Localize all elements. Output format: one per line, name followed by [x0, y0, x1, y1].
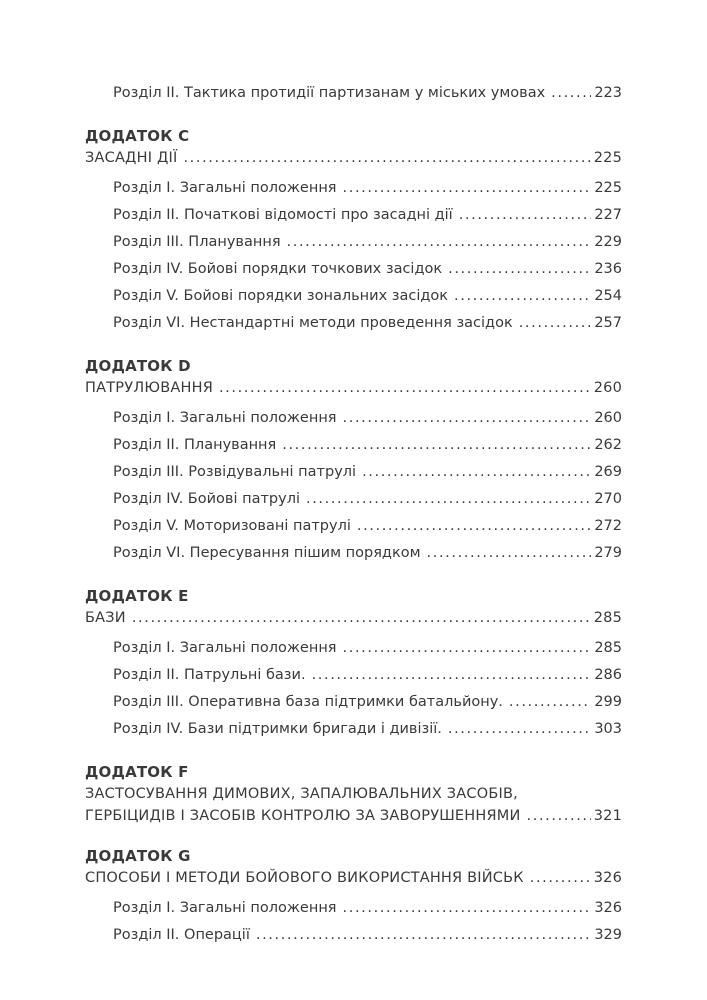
appendix-title-row [85, 783, 622, 805]
toc-entry-page: 262 [594, 437, 622, 453]
appendix-title-row [85, 805, 622, 827]
toc-entry-page: 260 [594, 410, 622, 426]
toc-entry-label: ГЕРБІЦИДІВ І ЗАСОБІВ КОНТРОЛЮ ЗА ЗАВОРУШЕННЯМИ [85, 808, 521, 824]
toc-chapter-entry [85, 662, 622, 689]
toc-chapter-entry [85, 432, 622, 459]
toc-entry-label: ЗАСТОСУВАННЯ ДИМОВИХ, ЗАПАЛЮВАЛЬНИХ ЗАСОБІВ, [85, 786, 518, 802]
toc-entry-label: Розділ ІІ. Планування [113, 437, 277, 453]
toc-chapter-entry [85, 895, 622, 922]
dotted-leader [448, 256, 591, 283]
appendix-header: ДОДАТОК E [85, 587, 189, 605]
appendix-header: ДОДАТОК G [85, 847, 191, 865]
toc-entry-page: 269 [594, 464, 622, 480]
toc-entry-label: Розділ І. Загальні положення [113, 410, 337, 426]
toc-chapter-entry [85, 540, 622, 567]
appendix-title-row [85, 147, 622, 169]
toc-entry-label: Розділ ІV. Бойові патрулі [113, 491, 300, 507]
dotted-leader [183, 147, 590, 169]
toc-entry-page: 225 [594, 180, 622, 196]
dotted-leader [459, 202, 592, 229]
toc-entry-page: 321 [593, 808, 622, 824]
toc-chapter-entry [85, 283, 622, 310]
toc-entry-label: Розділ ІV. Бойові порядки точкових засідок [113, 261, 443, 277]
chapter-list [85, 635, 622, 743]
toc-entry-label: Розділ VІ. Нестандартні методи проведення засідок [113, 315, 513, 331]
toc-section [85, 761, 622, 827]
toc-chapter-entry [85, 689, 622, 716]
toc-section [85, 355, 622, 567]
chapter-list [85, 405, 622, 567]
toc-entry-label: Розділ VІ. Пересування пішим порядком [113, 545, 421, 561]
dotted-leader [454, 283, 591, 310]
toc-entry-page: 260 [593, 380, 622, 396]
dotted-leader [362, 459, 591, 486]
toc-entry-page: 229 [594, 234, 622, 250]
dotted-leader [306, 486, 591, 513]
toc-chapter-entry [85, 175, 622, 202]
toc-chapter-entry [85, 202, 622, 229]
toc-entry-page: 272 [594, 518, 622, 534]
toc-entry-page: 299 [594, 694, 622, 710]
appendix-header: ДОДАТОК D [85, 357, 191, 375]
toc-chapter-entry [85, 459, 622, 486]
toc-entry-page: 227 [594, 207, 622, 223]
appendix-title-row [85, 607, 622, 629]
table-of-contents [85, 125, 622, 949]
dotted-leader [527, 805, 591, 827]
toc-chapter-entry [85, 229, 622, 256]
appendix-header: ДОДАТОК F [85, 763, 189, 781]
toc-entry-page: 257 [594, 315, 622, 331]
toc-entry-page: 279 [594, 545, 622, 561]
dotted-leader [343, 405, 592, 432]
toc-entry-page: 303 [594, 721, 622, 737]
toc-entry-page: 326 [593, 870, 622, 886]
toc-entry-label: Розділ ІІ. Початкові відомості про засадні дії [113, 207, 453, 223]
toc-entry-page: 254 [594, 288, 622, 304]
toc-entry-page: 286 [594, 667, 622, 683]
toc-chapter-entry [85, 716, 622, 743]
toc-entry-page: 329 [594, 927, 622, 943]
toc-section [85, 585, 622, 743]
toc-entry-label: Розділ ІІІ. Розвідувальні патрулі [113, 464, 357, 480]
dotted-leader [509, 689, 591, 716]
appendix-header: ДОДАТОК C [85, 127, 190, 145]
dotted-leader [132, 607, 591, 629]
toc-entry-page: 225 [593, 150, 622, 166]
dotted-leader [530, 867, 591, 889]
dotted-leader [519, 310, 592, 337]
toc-entry-page: 285 [593, 610, 622, 626]
dotted-leader [287, 229, 592, 256]
toc-entry-page: 326 [594, 900, 622, 916]
toc-entry-label: Розділ ІІ. Тактика протидії партизанам у міських умовах [113, 85, 546, 101]
dotted-leader [312, 662, 592, 689]
toc-entry-label: Розділ І. Загальні положення [113, 640, 337, 656]
toc-chapter-entry [85, 922, 622, 949]
dotted-leader [256, 922, 591, 949]
appendix-title-row [85, 867, 622, 889]
chapter-list [85, 895, 622, 949]
dotted-leader [343, 895, 592, 922]
toc-entry-page: 223 [594, 85, 622, 101]
toc-entry-page: 236 [594, 261, 622, 277]
toc-entry-label: Розділ І. Загальні положення [113, 180, 337, 196]
toc-entry-label: Розділ ІІІ. Планування [113, 234, 281, 250]
dotted-leader [219, 377, 591, 399]
chapter-list [85, 175, 622, 337]
toc-chapter-entry [85, 405, 622, 432]
toc-chapter-entry [85, 256, 622, 283]
toc-entry-label: Розділ ІІІ. Оперативна база підтримки батальйону. [113, 694, 503, 710]
dotted-leader [551, 80, 591, 107]
toc-chapter-entry [85, 635, 622, 662]
dotted-leader [357, 513, 591, 540]
toc-chapter-entry [85, 486, 622, 513]
toc-section [85, 125, 622, 337]
toc-entry-label: Розділ І. Загальні положення [113, 900, 337, 916]
dotted-leader [343, 175, 592, 202]
toc-chapter-entry [85, 310, 622, 337]
toc-chapter-entry [85, 513, 622, 540]
appendix-title-row [85, 377, 622, 399]
toc-entry-label: ПАТРУЛЮВАННЯ [85, 380, 213, 396]
toc-entry-label: БАЗИ [85, 610, 126, 626]
toc-entry-label: Розділ ІІ. Патрульні бази. [113, 667, 306, 683]
dotted-leader [343, 635, 592, 662]
toc-section [85, 845, 622, 949]
toc-entry-label: ЗАСАДНІ ДІЇ [85, 150, 178, 166]
dotted-leader [448, 716, 591, 743]
toc-entry-label: СПОСОБИ І МЕТОДИ БОЙОВОГО ВИКОРИСТАННЯ ВІЙСЬК [85, 870, 524, 886]
toc-entry-label: Розділ ІІ. Операції [113, 927, 250, 943]
toc-leading-entry [85, 80, 622, 107]
toc-entry-label: Розділ V. Бойові порядки зональних засідок [113, 288, 449, 304]
dotted-leader [427, 540, 592, 567]
toc-entry-page: 270 [594, 491, 622, 507]
toc-entry-page: 285 [594, 640, 622, 656]
toc-entry-label: Розділ ІV. Бази підтримки бригади і дивізії. [113, 721, 442, 737]
toc-entry-label: Розділ V. Моторизовані патрулі [113, 518, 351, 534]
dotted-leader [282, 432, 591, 459]
toc-chapter-entry [85, 80, 622, 107]
